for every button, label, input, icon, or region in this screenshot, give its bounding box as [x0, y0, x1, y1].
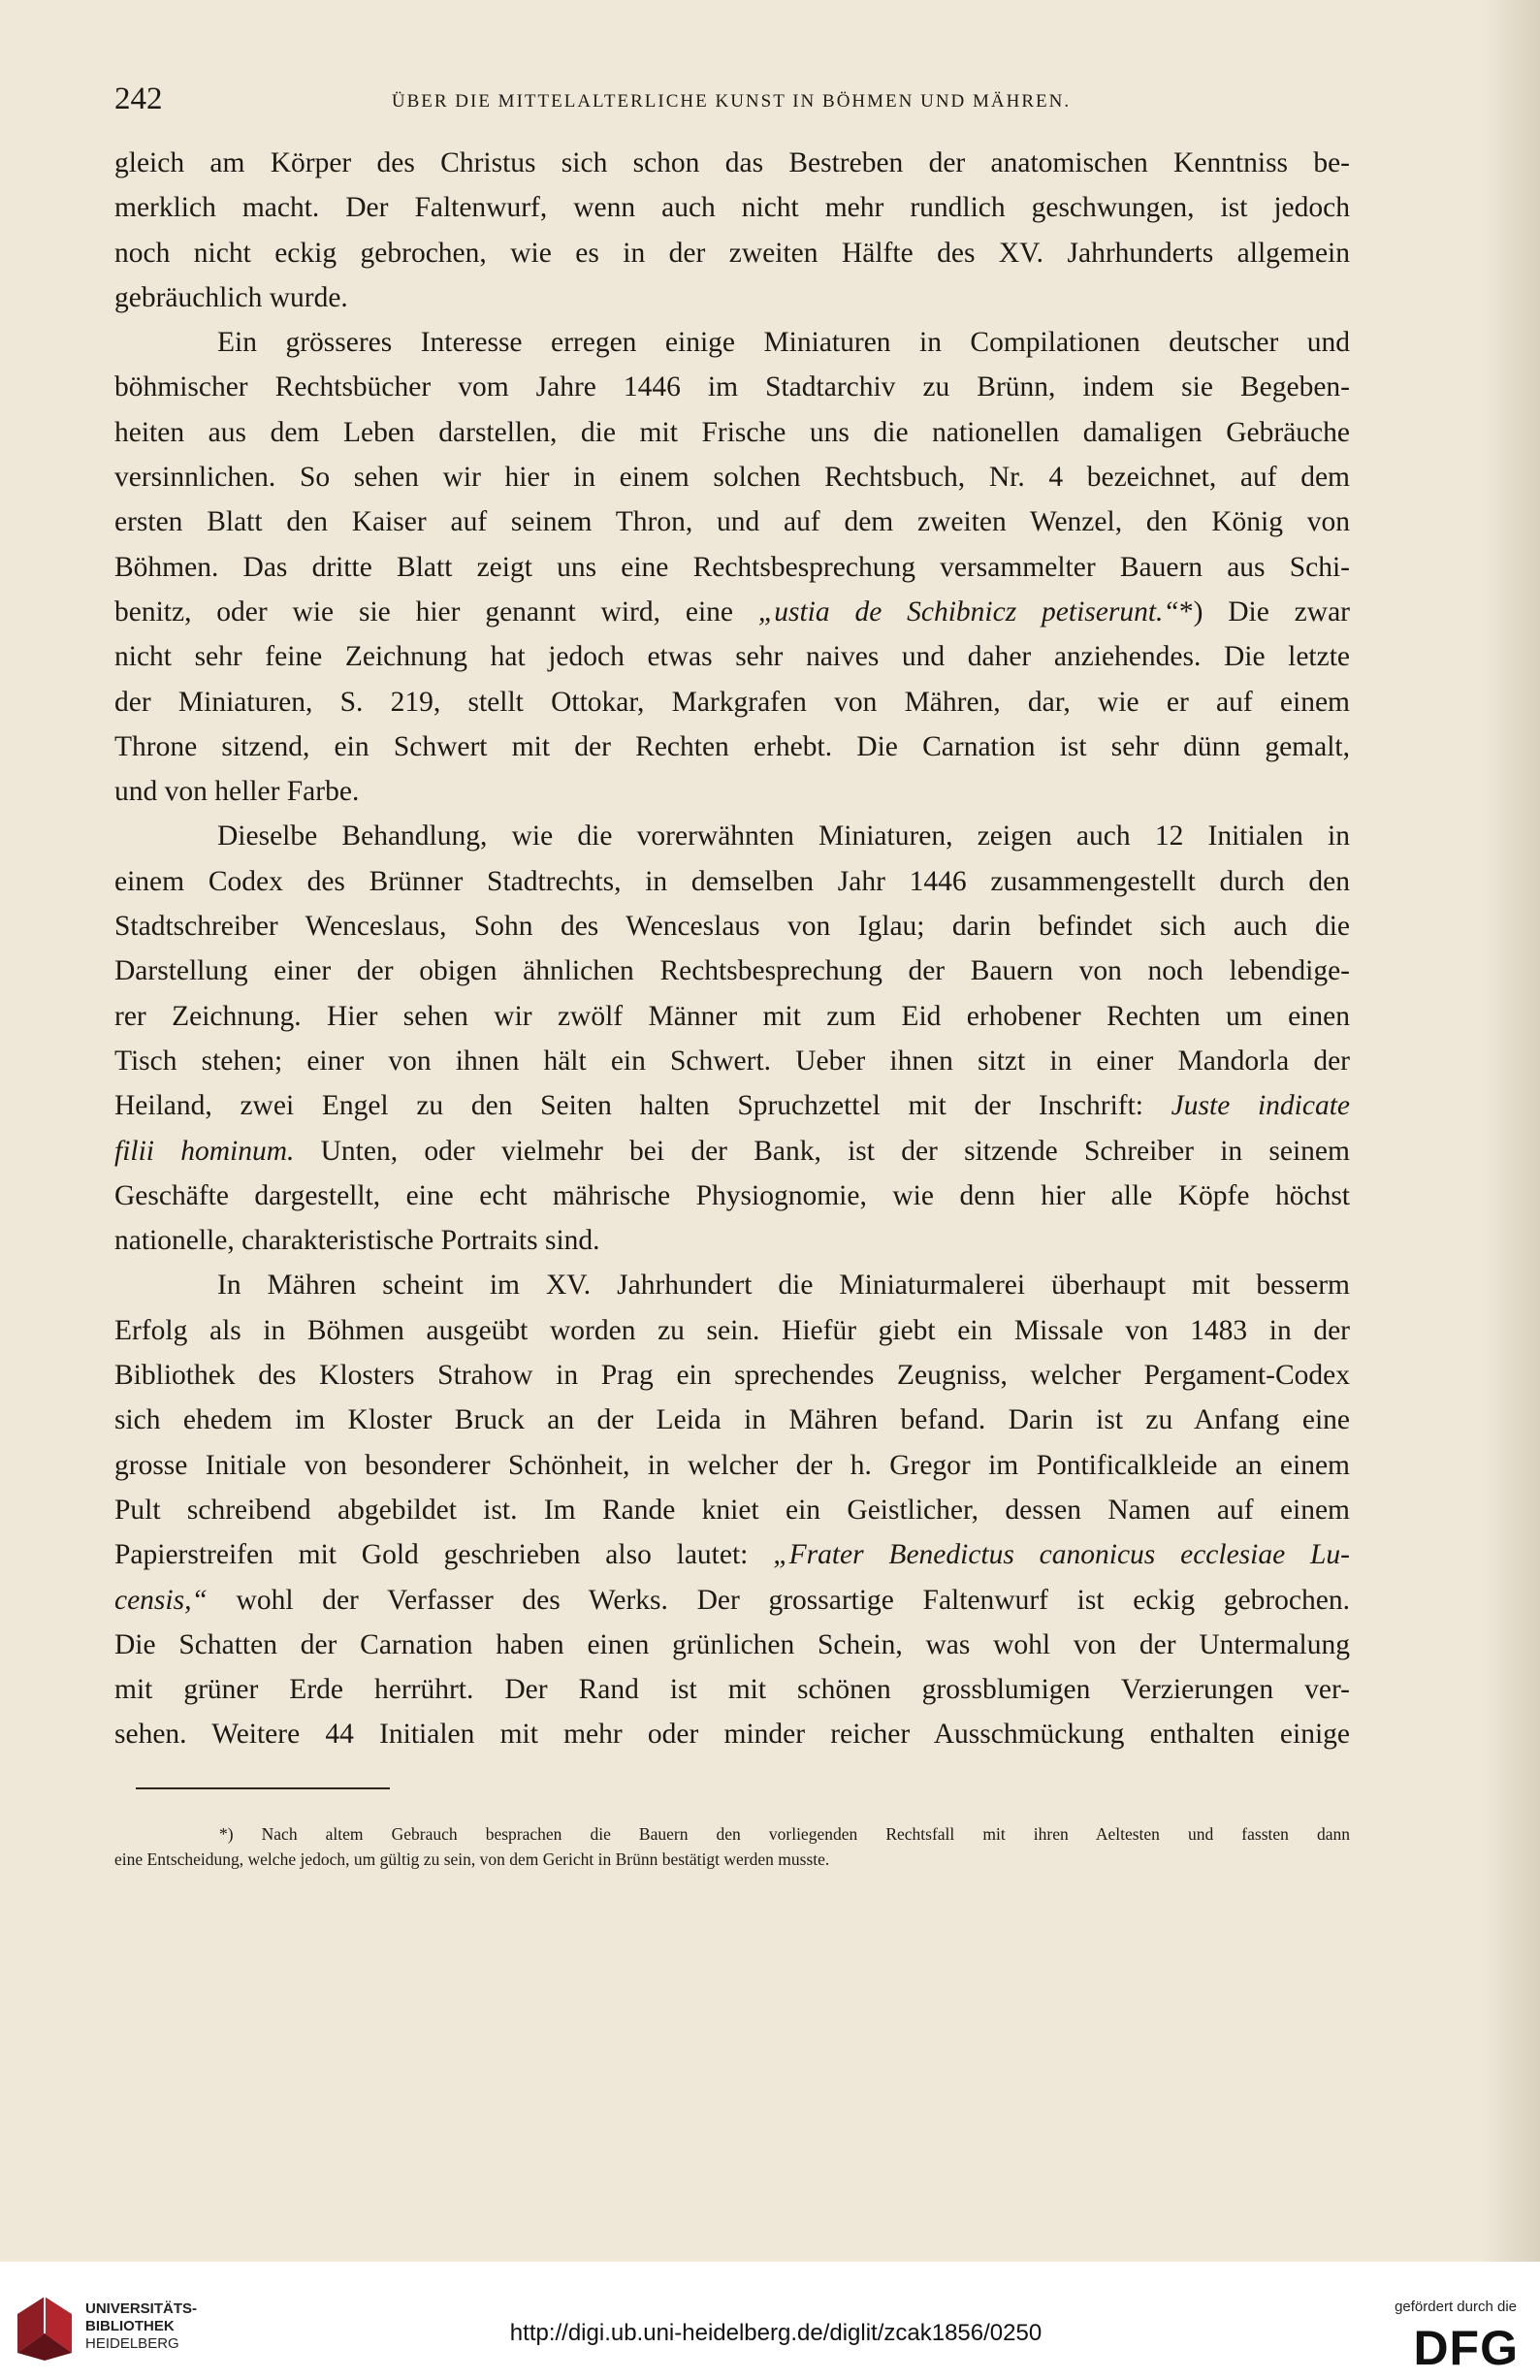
funding-note: gefördert durch die: [1395, 2299, 1517, 2315]
text-line: Pult schreibend abgebildet ist. Im Rande kniet ein Geistlicher, dessen Namen auf einem: [114, 1494, 1350, 1526]
dfg-logo: DFG: [1413, 2321, 1519, 2375]
text-line: Die Schatten der Carnation haben einen grünlichen Schein, was wohl von der Untermalung: [114, 1628, 1350, 1660]
footnote-line: eine Entscheidung, welche jedoch, um gültig zu sein, von dem Gericht in Brünn bestätigt werden musste.: [114, 1849, 830, 1869]
text-line: versinnlichen. So sehen wir hier in einem solchen Rechtsbuch, Nr. 4 bezeichnet, auf dem: [114, 462, 1350, 494]
text-line: Throne sitzend, ein Schwert mit der Rechten erhebt. Die Carnation ist sehr dünn gemalt,: [114, 730, 1350, 762]
footnote-line: *) Nach altem Gebrauch besprachen die Bauern den vorliegenden Rechtsfall mit ihren Aeltesten und fassten dann: [219, 1824, 1350, 1844]
text-line: sich ehedem im Kloster Bruck an der Leida in Mähren befand. Darin ist zu Anfang eine: [114, 1404, 1350, 1436]
text-line: rer Zeichnung. Hier sehen wir zwölf Männer mit zum Eid erhobener Rechten um einen: [114, 1000, 1350, 1032]
text-line: der Miniaturen, S. 219, stellt Ottokar, Markgrafen von Mähren, dar, wie er auf einem: [114, 686, 1350, 718]
text-line: ersten Blatt den Kaiser auf seinem Thron, und auf dem zweiten Wenzel, den König von: [114, 506, 1350, 538]
text-line: Heiland, zwei Engel zu den Seiten halten Spruchzettel mit der Inschrift: Juste indicate: [114, 1090, 1350, 1122]
library-logo-icon: [16, 2295, 74, 2363]
running-header: [114, 81, 1348, 128]
text-line: nicht sehr feine Zeichnung hat jedoch etwas sehr naives und daher anziehendes. Die letzte: [114, 641, 1350, 673]
text-line: Böhmen. Das dritte Blatt zeigt uns eine Rechtsbesprechung versammelter Bauern aus Schi-: [114, 551, 1350, 583]
library-name: UNIVERSITÄTS- BIBLIOTHEK HEIDELBERG: [85, 2300, 198, 2352]
body-text: [114, 141, 1350, 1757]
text-line: Geschäfte dargestellt, eine echt mährische Physiognomie, wie denn hier alle Köpfe höchst: [114, 1179, 1350, 1211]
text-line: heiten aus dem Leben darstellen, die mit Frische uns die nationellen damaligen Gebräuche: [114, 416, 1350, 448]
text-line: gleich am Körper des Christus sich schon das Bestreben der anatomischen Kenntniss be-: [114, 147, 1350, 178]
text-line: gebräuchlich wurde.: [114, 281, 348, 313]
text-line: Papierstreifen mit Gold geschrieben also lautet: „Frater Benedictus canonicus ecclesiae Lu-: [114, 1539, 1350, 1571]
text-line: merklich macht. Der Faltenwurf, wenn auch nicht mehr rundlich geschwungen, ist jedoch: [114, 192, 1350, 224]
text-line: sehen. Weitere 44 Initialen mit mehr oder minder reicher Ausschmückung enthalten einige: [114, 1719, 1350, 1751]
text-line: Ein grösseres Interesse erregen einige Miniaturen in Compilationen deutscher und: [217, 327, 1350, 359]
text-line: Erfolg als in Böhmen ausgeübt worden zu sein. Hiefür giebt ein Missale von 1483 in der: [114, 1314, 1350, 1346]
text-line: Tisch stehen; einer von ihnen hält ein Schwert. Ueber ihnen sitzt in einer Mandorla der: [114, 1045, 1350, 1077]
text-line: Bibliothek des Klosters Strahow in Prag ein sprechendes Zeugniss, welcher Pergament-Codex: [114, 1360, 1350, 1392]
text-line: filii hominum. Unten, oder vielmehr bei der Bank, ist der sitzende Schreiber in seinem: [114, 1135, 1350, 1167]
text-line: In Mähren scheint im XV. Jahrhundert die Miniaturmalerei überhaupt mit besserm: [217, 1270, 1350, 1302]
text-line: Stadtschreiber Wenceslaus, Sohn des Wenceslaus von Iglau; darin befindet sich auch die: [114, 911, 1350, 943]
text-line: benitz, oder wie sie hier genannt wird, eine „ustia de Schibnicz petiserunt.“*) Die zwar: [114, 595, 1350, 627]
footer-bar: [0, 2262, 1540, 2380]
text-line: einem Codex des Brünner Stadtrechts, in demselben Jahr 1446 zusammengestellt durch den: [114, 865, 1350, 897]
source-url-link[interactable]: http://digi.ub.uni-heidelberg.de/diglit/zcak1856/0250: [509, 2320, 1043, 2346]
text-line: mit grüner Erde herrührt. Der Rand ist mit schönen grossblumigen Verzierungen ver-: [114, 1674, 1350, 1706]
text-line: böhmischer Rechtsbücher vom Jahre 1446 im Stadtarchiv zu Brünn, indem sie Begeben-: [114, 371, 1350, 403]
footnote-divider: [136, 1787, 390, 1789]
text-line: censis,“ wohl der Verfasser des Werks. Der grossartige Faltenwurf ist eckig gebrochen.: [114, 1584, 1350, 1616]
text-line: und von heller Farbe.: [114, 776, 360, 808]
text-line: Darstellung einer der obigen ähnlichen Rechtsbesprechung der Bauern von noch lebendige-: [114, 955, 1350, 987]
text-line: nationelle, charakteristische Portraits sind.: [114, 1225, 600, 1257]
page-number: 242: [114, 81, 163, 116]
footnotes: [114, 1821, 1350, 1872]
text-line: Dieselbe Behandlung, wie die vorerwähnten Miniaturen, zeigen auch 12 Initialen in: [217, 820, 1350, 852]
text-line: noch nicht eckig gebrochen, wie es in der zweiten Hälfte des XV. Jahrhunderts allgemein: [114, 237, 1350, 269]
text-line: grosse Initiale von besonderer Schönheit, in welcher der h. Gregor im Pontificalkleide an einem: [114, 1449, 1350, 1481]
running-title: ÜBER DIE MITTELALTERLICHE KUNST IN BÖHMEN UND MÄHREN.: [391, 91, 1072, 112]
